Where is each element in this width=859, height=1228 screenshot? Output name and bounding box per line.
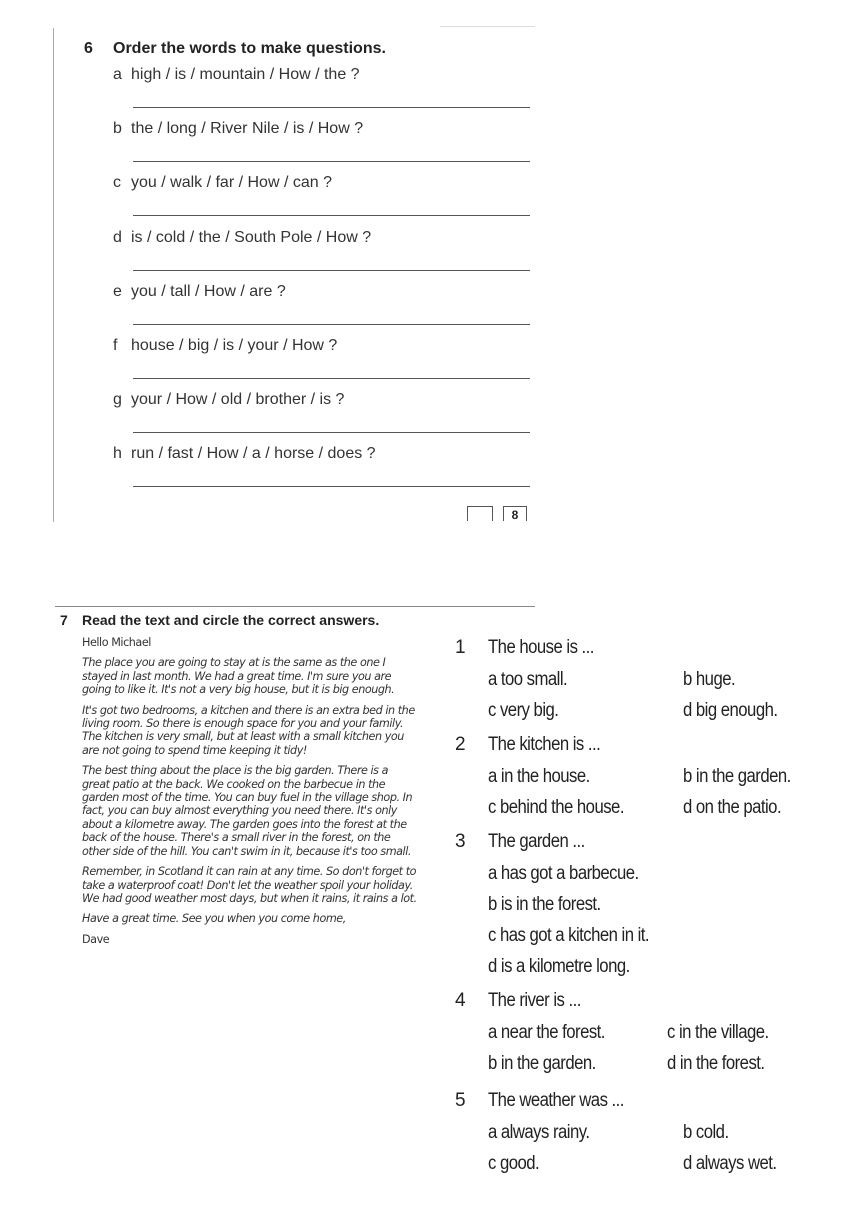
question-number-wrap bbox=[455, 637, 466, 659]
answer-line[interactable] bbox=[133, 432, 530, 433]
answer-option[interactable] bbox=[488, 1153, 539, 1175]
item-text: you / tall / How / are ? bbox=[131, 282, 286, 300]
question-number: 2 bbox=[455, 734, 466, 755]
question-stem: The weather was ... bbox=[488, 1090, 624, 1111]
question-item bbox=[113, 445, 376, 463]
question-stem-wrap bbox=[488, 990, 581, 1012]
question-stem-wrap bbox=[488, 1090, 624, 1112]
answer-option[interactable] bbox=[488, 669, 567, 691]
question-number-wrap bbox=[455, 734, 466, 756]
divider bbox=[55, 606, 535, 607]
option-letter: a bbox=[488, 766, 497, 787]
question-item bbox=[113, 391, 344, 409]
answer-line[interactable] bbox=[133, 486, 530, 487]
option-text: is a kilometre long. bbox=[500, 956, 630, 977]
option-letter: d bbox=[488, 956, 497, 977]
answer-line[interactable] bbox=[133, 215, 530, 216]
answer-line[interactable] bbox=[133, 270, 530, 271]
item-text: run / fast / How / a / horse / does ? bbox=[131, 445, 376, 463]
answer-option[interactable] bbox=[488, 700, 558, 722]
answer-option[interactable] bbox=[667, 1022, 769, 1044]
question-item bbox=[113, 283, 286, 301]
item-text: the / long / River Nile / is / How ? bbox=[131, 120, 364, 138]
option-letter: c bbox=[488, 700, 496, 721]
question-number: 3 bbox=[455, 831, 466, 852]
question-number: 1 bbox=[455, 637, 466, 658]
exercise6-title: Order the words to make questions. bbox=[113, 40, 386, 57]
letter-paragraph: Have a great time. See you when you come home, bbox=[82, 912, 346, 926]
option-letter: d bbox=[667, 1053, 676, 1074]
question-item bbox=[113, 174, 332, 192]
question-number-wrap bbox=[455, 1090, 466, 1112]
option-text: huge. bbox=[695, 669, 736, 690]
letter-paragraph: Remember, in Scotland it can rain at any time. So don't forget to take a waterproof coat! Don't let the weather spoil your holiday. We had good weather most days, but when it rains, it rains a lot. bbox=[82, 865, 417, 905]
option-letter: b bbox=[488, 894, 497, 915]
question-item bbox=[113, 66, 360, 84]
option-text: in the garden. bbox=[695, 766, 791, 787]
option-text: in the forest. bbox=[679, 1053, 765, 1074]
answer-option[interactable] bbox=[683, 700, 777, 722]
option-text: behind the house. bbox=[499, 797, 624, 818]
question-number: 5 bbox=[455, 1090, 466, 1111]
item-text: is / cold / the / South Pole / How ? bbox=[131, 228, 372, 246]
question-stem-wrap bbox=[488, 637, 594, 659]
question-stem: The garden ... bbox=[488, 831, 585, 852]
section-border bbox=[53, 28, 54, 522]
letter-text bbox=[82, 636, 418, 953]
letter-paragraph: The best thing about the place is the big garden. There is a great patio at the back. We cooked on the barbecue in the garden most of the time. You can buy fuel in the village shop. In fact, you can buy almost everything you need there. It's only about a kilometre away. The garden goes into the forest at the back of the house. There's a small river in the forest, on the other side of the hill. You can't swim in it, because it's too small. bbox=[82, 764, 413, 858]
answer-option[interactable] bbox=[683, 766, 791, 788]
option-letter: c bbox=[488, 1153, 496, 1174]
item-text: your / How / old / brother / is ? bbox=[131, 391, 345, 409]
answer-option[interactable] bbox=[683, 669, 735, 691]
answer-line[interactable] bbox=[133, 378, 530, 379]
option-text: good. bbox=[499, 1153, 540, 1174]
item-letter: e bbox=[113, 282, 122, 300]
option-letter: b bbox=[683, 1122, 692, 1143]
exercise7-title: Read the text and circle the correct answers. bbox=[82, 612, 380, 628]
option-letter: b bbox=[488, 1053, 497, 1074]
option-text: near the forest. bbox=[500, 1022, 605, 1043]
letter-signature: Dave bbox=[82, 932, 110, 946]
question-number-wrap bbox=[455, 831, 466, 853]
option-letter: d bbox=[683, 1153, 692, 1174]
answer-option[interactable] bbox=[683, 797, 781, 819]
answer-line[interactable] bbox=[133, 324, 530, 325]
score-box[interactable] bbox=[467, 506, 493, 521]
option-letter: a bbox=[488, 669, 497, 690]
item-text: high / is / mountain / How / the ? bbox=[131, 66, 360, 83]
option-letter: a bbox=[488, 863, 497, 884]
option-text: too small. bbox=[500, 669, 568, 690]
answer-option[interactable] bbox=[488, 925, 649, 947]
answer-option[interactable] bbox=[488, 894, 601, 916]
answer-option[interactable] bbox=[488, 1122, 589, 1144]
divider bbox=[440, 26, 535, 27]
item-letter: g bbox=[113, 391, 122, 409]
question-number: 4 bbox=[455, 990, 466, 1011]
option-letter: a bbox=[488, 1122, 497, 1143]
option-letter: b bbox=[683, 669, 692, 690]
option-text: in the garden. bbox=[500, 1053, 596, 1074]
answer-option[interactable] bbox=[488, 956, 630, 978]
question-stem: The river is ... bbox=[488, 990, 581, 1011]
option-text: very big. bbox=[499, 700, 559, 721]
question-item bbox=[113, 120, 363, 138]
score-total: 8 bbox=[503, 506, 527, 521]
option-letter: c bbox=[488, 925, 496, 946]
item-letter: h bbox=[113, 445, 122, 463]
option-letter: c bbox=[667, 1022, 675, 1043]
option-text: big enough. bbox=[695, 700, 778, 721]
option-text: cold. bbox=[695, 1122, 729, 1143]
question-stem-wrap bbox=[488, 734, 600, 756]
answer-option[interactable] bbox=[667, 1053, 765, 1075]
item-text: you / walk / far / How / can ? bbox=[131, 174, 332, 192]
answer-option[interactable] bbox=[683, 1153, 777, 1175]
letter-paragraph: It's got two bedrooms, a kitchen and there is an extra bed in the living room. So there is enough space for you and your family. The kitchen is very small, but at least with a small kitchen you are not going to spend time keeping it tidy! bbox=[82, 703, 415, 757]
answer-option[interactable] bbox=[683, 1122, 729, 1144]
answer-option[interactable] bbox=[488, 1022, 605, 1044]
question-stem-wrap bbox=[488, 831, 585, 853]
option-letter: d bbox=[683, 797, 692, 818]
question-stem: The house is ... bbox=[488, 637, 594, 658]
exercise6-number: 6 bbox=[84, 40, 93, 57]
exercise7-number: 7 bbox=[60, 612, 68, 628]
letter-paragraph: The place you are going to stay at is the same as the one I stayed in last month. We had a great time. I'm sure you are going to like it. It's not a very big house, but it is big enough. bbox=[82, 656, 395, 697]
item-letter: c bbox=[113, 174, 121, 192]
option-text: always wet. bbox=[695, 1153, 777, 1174]
question-item bbox=[113, 337, 337, 355]
option-letter: a bbox=[488, 1022, 497, 1043]
option-text: on the patio. bbox=[695, 797, 782, 818]
answer-option[interactable] bbox=[488, 797, 624, 819]
option-text: is in the forest. bbox=[500, 894, 601, 915]
item-letter: d bbox=[113, 228, 122, 246]
option-text: in the house. bbox=[500, 766, 590, 787]
question-number-wrap bbox=[455, 990, 466, 1012]
answer-option[interactable] bbox=[488, 863, 639, 885]
item-letter: a bbox=[113, 66, 122, 83]
item-letter: b bbox=[113, 120, 122, 138]
question-item bbox=[113, 229, 371, 247]
question-stem: The kitchen is ... bbox=[488, 734, 601, 755]
option-letter: c bbox=[488, 797, 496, 818]
answer-line[interactable] bbox=[133, 107, 530, 108]
answer-option[interactable] bbox=[488, 766, 590, 788]
option-letter: d bbox=[683, 700, 692, 721]
option-text: has got a barbecue. bbox=[500, 863, 639, 884]
answer-line[interactable] bbox=[133, 161, 530, 162]
item-letter: f bbox=[113, 337, 118, 354]
option-text: in the village. bbox=[678, 1022, 769, 1043]
item-text: house / big / is / your / How ? bbox=[131, 337, 338, 354]
letter-greeting: Hello Michael bbox=[82, 636, 151, 649]
answer-option[interactable] bbox=[488, 1053, 596, 1075]
option-text: has got a kitchen in it. bbox=[499, 925, 650, 946]
option-letter: b bbox=[683, 766, 692, 787]
option-text: always rainy. bbox=[500, 1122, 590, 1143]
